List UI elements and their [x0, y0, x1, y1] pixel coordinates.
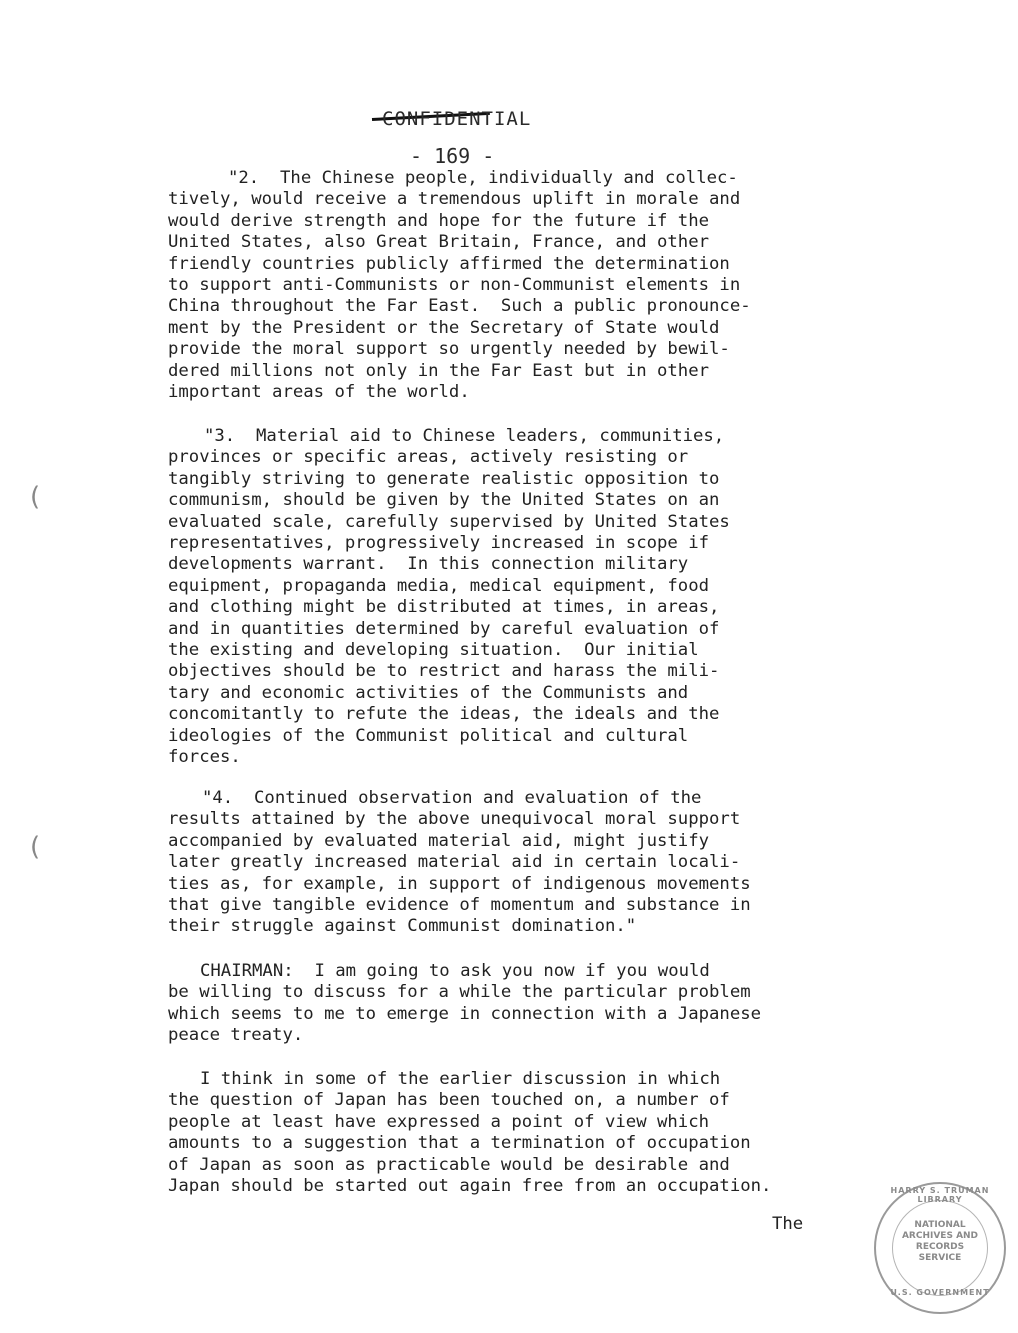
stamp-top-text: HARRY S. TRUMAN LIBRARY: [890, 1186, 990, 1204]
paragraph-chairman: CHAIRMAN: I am going to ask you now if you would be willing to discuss for a while the particular problem which seems to me to emerge in connection with a Japanese peace treaty.: [168, 961, 762, 1046]
archive-stamp: [874, 1182, 1006, 1314]
paragraph-3: "3. Material aid to Chinese leaders, communities, provinces or specific areas, actively resisting or tangibly striving to generate realistic opposition to communism, should be given by the United States on an evaluated scale, carefully supervised by United States representatives, progressively increased in scope if developments warrant. In this connection military equipment, propaganda media, medical equipment, food and clothing might be distributed at times, in areas, and in quantities determined by careful evaluation of the existing and developing situation. Our initial objectives should be to restrict and harass the mili- tary and economic activities of the Communists and concomitantly to refute the ideas, the ideals and the ideologies of the Communist political and cultural forces.: [168, 426, 730, 768]
stamp-line: SERVICE: [918, 1253, 962, 1263]
page-number: - 169 -: [410, 144, 495, 168]
paragraph-japan: I think in some of the earlier discussion in which the question of Japan has been touched on, a number of people at least have expressed a point of view which amounts to a suggestion that a termination of occupation of Japan as soon as practicable would be desirable and Japan should be started out again free from an occupation.: [168, 1069, 772, 1197]
margin-mark-2: (: [30, 832, 41, 862]
stamp-bottom-text: U.S. GOVERNMENT: [890, 1288, 990, 1297]
classification-label: CONFIDENTIAL: [382, 108, 532, 130]
continuation-word: The: [772, 1214, 804, 1234]
stamp-middle-text: [876, 1220, 1004, 1264]
stamp-line: RECORDS: [915, 1242, 965, 1252]
paragraph-4: "4. Continued observation and evaluation of the results attained by the above unequivocal moral support accompanied by evaluated material aid, might justify later greatly increased material aid in certain locali- ties as, for example, in support of indigenous movements that give tangible evidence of momentum and substance in their struggle against Communist domination.": [168, 788, 751, 937]
stamp-line: ARCHIVES AND: [901, 1231, 979, 1241]
margin-mark-1: (: [30, 482, 41, 512]
paragraph-2: "2. The Chinese people, individually and collec- tively, would receive a tremendous uplift in morale and would derive strength and hope for the future if the United States, also Great Britain, France, and other friendly countries publicly affirmed the determination to support anti-Communists or non-Communist elements in China throughout the Far East. Such a public pronounce- ment by the President or the Secretary of State would provide the moral support so urgently needed by bewil- dered millions not only in the Far East but in other important areas of the world.: [168, 168, 751, 403]
stamp-line: NATIONAL: [914, 1220, 966, 1230]
